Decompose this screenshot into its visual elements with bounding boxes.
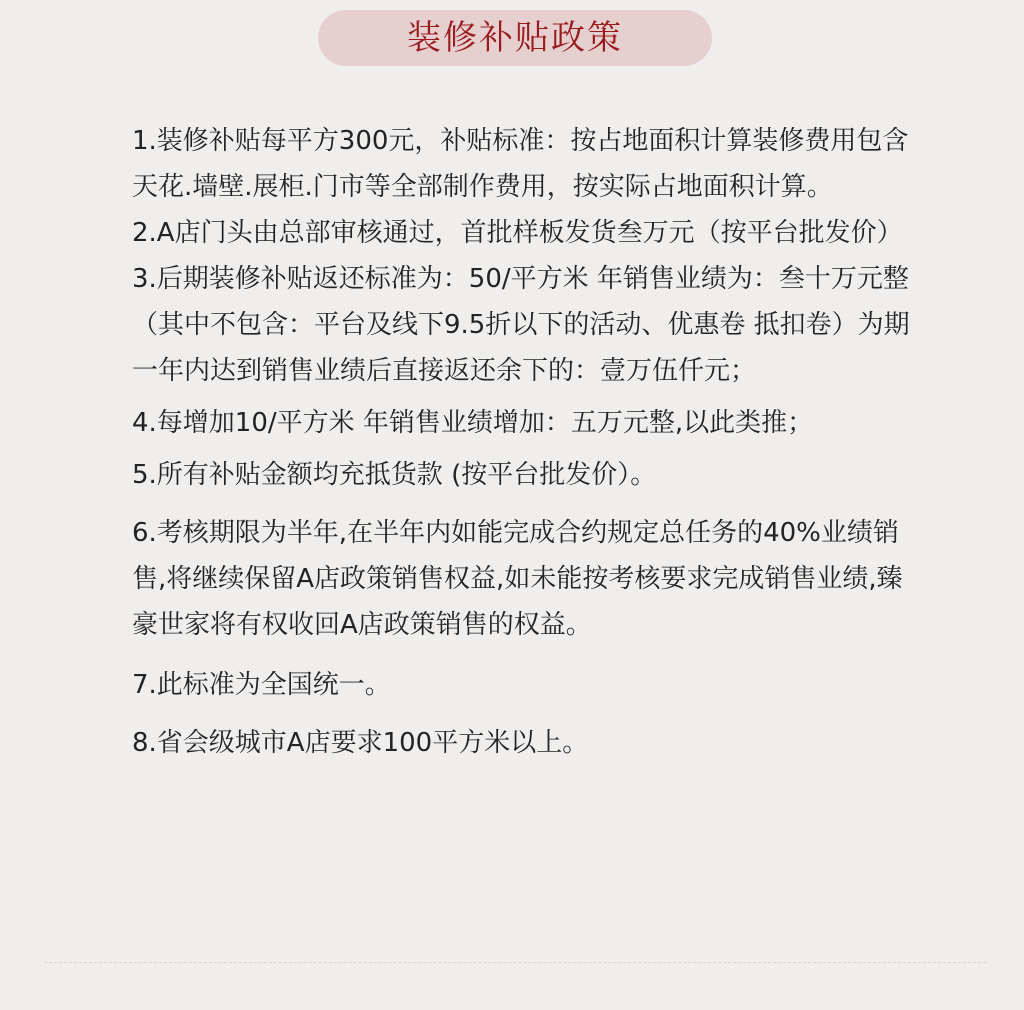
title-banner	[318, 10, 712, 66]
bottom-divider	[44, 962, 986, 963]
policy-item-4: 4.每增加10/平方米 年销售业绩增加：五万元整,以此类推；	[132, 408, 814, 438]
policy-item-6: 6.考核期限为半年,在半年内如能完成合约规定总任务的40%业绩销售,将继续保留A店政策销售权益,如未能按考核要求完成销售业绩,臻豪世家将有权收回A店政策销售的权益。	[132, 518, 903, 640]
policy-item-1: 1.装修补贴每平方300元，补贴标准：按占地面积计算装修费用包含天花.墙壁.展柜.门市等全部制作费用，按实际占地面积计算。	[132, 126, 909, 202]
policy-list	[132, 118, 922, 766]
policy-item-8: 8.省会级城市A店要求100平方米以上。	[132, 728, 589, 758]
policy-item-7: 7.此标准为全国统一。	[132, 670, 391, 700]
policy-item-5: 5.所有补贴金额均充抵货款 (按平台批发价）。	[132, 460, 657, 490]
page-title: 装修补贴政策	[407, 18, 623, 58]
policy-item-3: 3.后期装修补贴返还标准为：50/平方米 年销售业绩为：叁十万元整（其中不包含：平台及线下9.5折以下的活动、优惠卷 抵扣卷）为期一年内达到销售业绩后直接返还余下的：壹万伍仟元；	[132, 264, 910, 386]
policy-item-2: 2.A店门头由总部审核通过，首批样板发货叁万元（按平台批发价）	[132, 218, 903, 248]
